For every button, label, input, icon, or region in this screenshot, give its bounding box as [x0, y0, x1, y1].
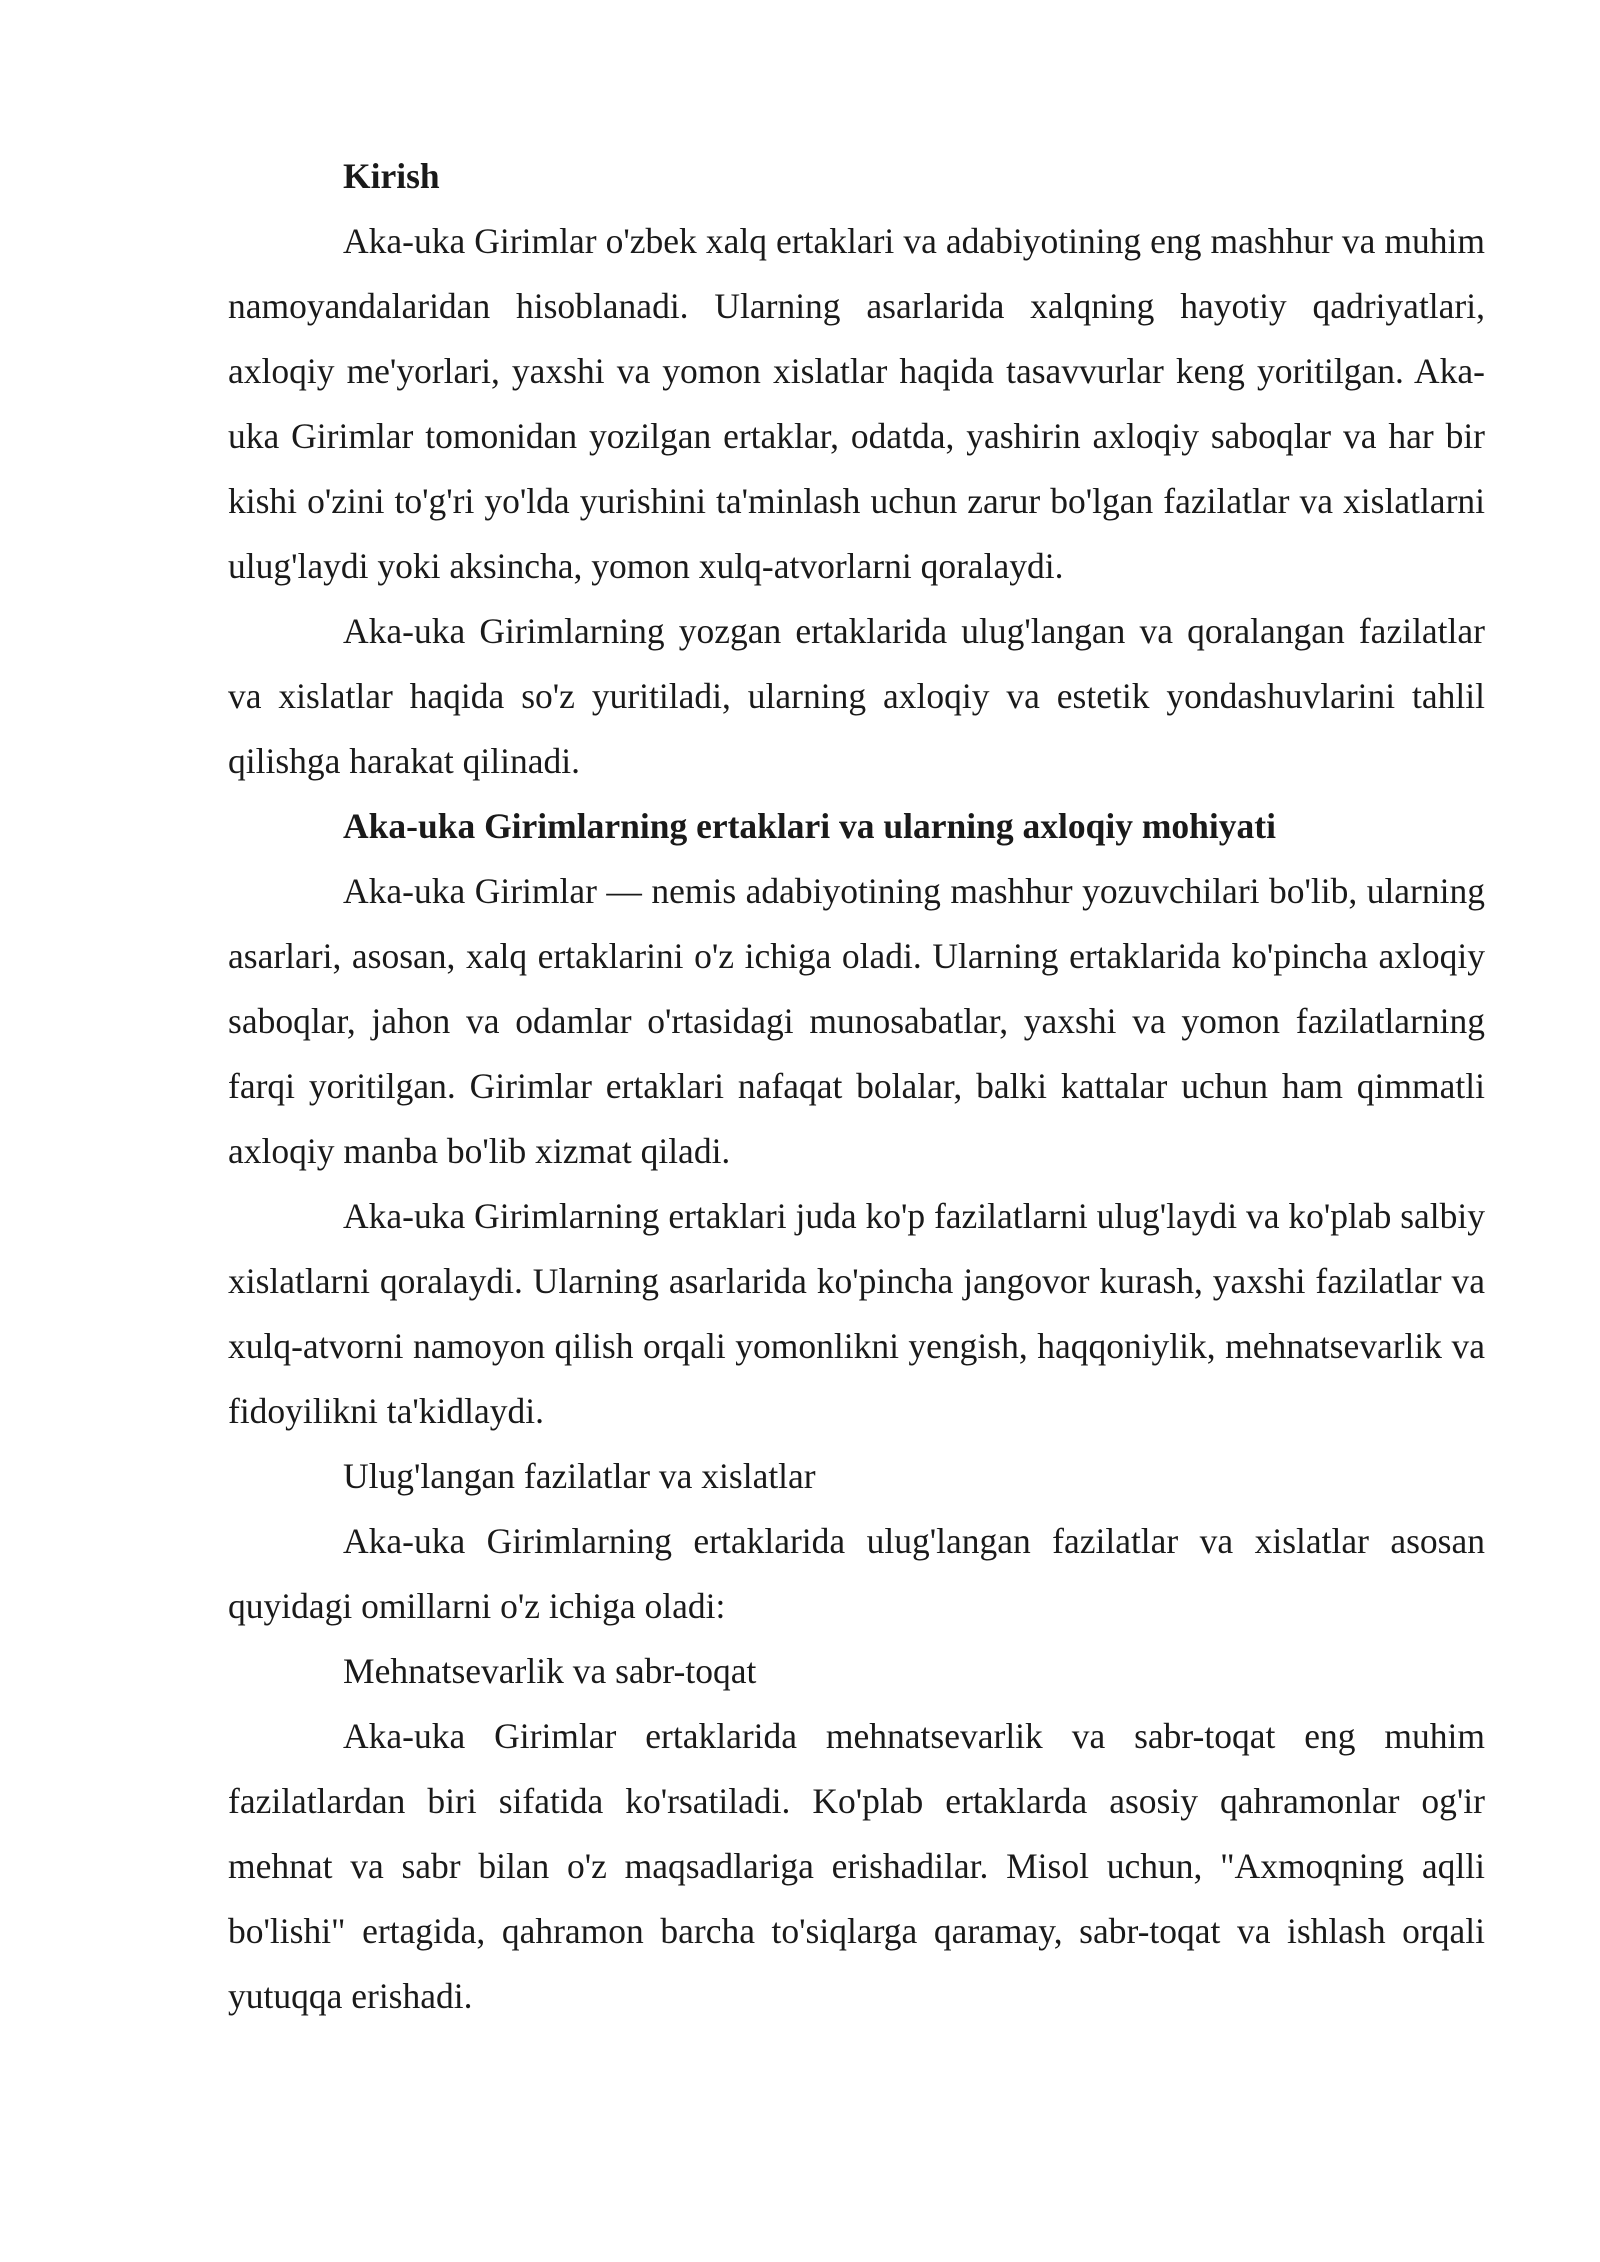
heading-section-1: Aka-uka Girimlarning ertaklari va ularning axloqiy mohiyati: [343, 806, 1276, 846]
section-1-paragraph-1: Aka-uka Girimlar — nemis adabiyotining mashhur yozuvchilari bo'lib, ularning asarlari, asosan, xalq ertaklarini o'z ichiga oladi. Ularning ertaklarida ko'pincha axloqiy saboqlar, jahon va odamlar o'rtasidagi munosabatlar, yaxshi va yomon fazilatlarning farqi yoritilgan. Girimlar ertaklari nafaqat bolalar, balki kattalar uchun ham qimmatli axloqiy manba bo'lib xizmat qiladi.: [228, 871, 1485, 1171]
virtues-paragraph-1: Aka-uka Girimlarning ertaklarida ulug'langan fazilatlar va xislatlar asosan quyidagi omillarni o'z ichiga oladi:: [228, 1521, 1485, 1626]
intro-paragraph-2: Aka-uka Girimlarning yozgan ertaklarida ulug'langan va qoralangan fazilatlar va xislatlar haqida so'z yuritiladi, ularning axloqiy va estetik yondashuvlarini tahlil qilishga harakat qilinadi.: [228, 611, 1485, 781]
subheading-virtues: Ulug'langan fazilatlar va xislatlar: [343, 1456, 816, 1496]
section-1-paragraph-2: Aka-uka Girimlarning ertaklari juda ko'p fazilatlarni ulug'laydi va ko'plab salbiy xislatlarni qoralaydi. Ularning asarlarida ko'pincha jangovor kurash, yaxshi fazilatlar va xulq-atvorni namoyon qilish orqali yomonlikni yengish, haqqoniylik, mehnatsevarlik va fidoyilikni ta'kidlaydi.: [228, 1196, 1486, 1431]
diligence-paragraph-1: Aka-uka Girimlar ertaklarida mehnatsevarlik va sabr-toqat eng muhim fazilatlardan biri sifatida ko'rsatiladi. Ko'plab ertaklarda asosiy qahramonlar og'ir mehnat va sabr bilan o'z maqsadlariga erishadilar. Misol uchun, "Axmoqning aqlli bo'lishi" ertagida, qahramon barcha to'siqlarga qaramay, sabr-toqat va ishlash orqali yutuqqa erishadi.: [228, 1716, 1485, 2016]
intro-paragraph-1: Aka-uka Girimlar o'zbek xalq ertaklari va adabiyotining eng mashhur va muhim namoyandalaridan hisoblanadi. Ularning asarlarida xalqning hayotiy qadriyatlari, axloqiy me'yorlari, yaxshi va yomon xislatlar haqida tasavvurlar keng yoritilgan. Aka-uka Girimlar tomonidan yozilgan ertaklar, odatda, yashirin axloqiy saboqlar va har bir kishi o'zini to'g'ri yo'lda yurishini ta'minlash uchun zarur bo'lgan fazilatlar va xislatlarni ulug'laydi yoki aksincha, yomon xulq-atvorlarni qoralaydi.: [228, 221, 1485, 586]
subheading-diligence: Mehnatsevarlik va sabr-toqat: [343, 1651, 757, 1691]
document-page: [228, 144, 1485, 2029]
heading-intro: Kirish: [343, 156, 440, 196]
